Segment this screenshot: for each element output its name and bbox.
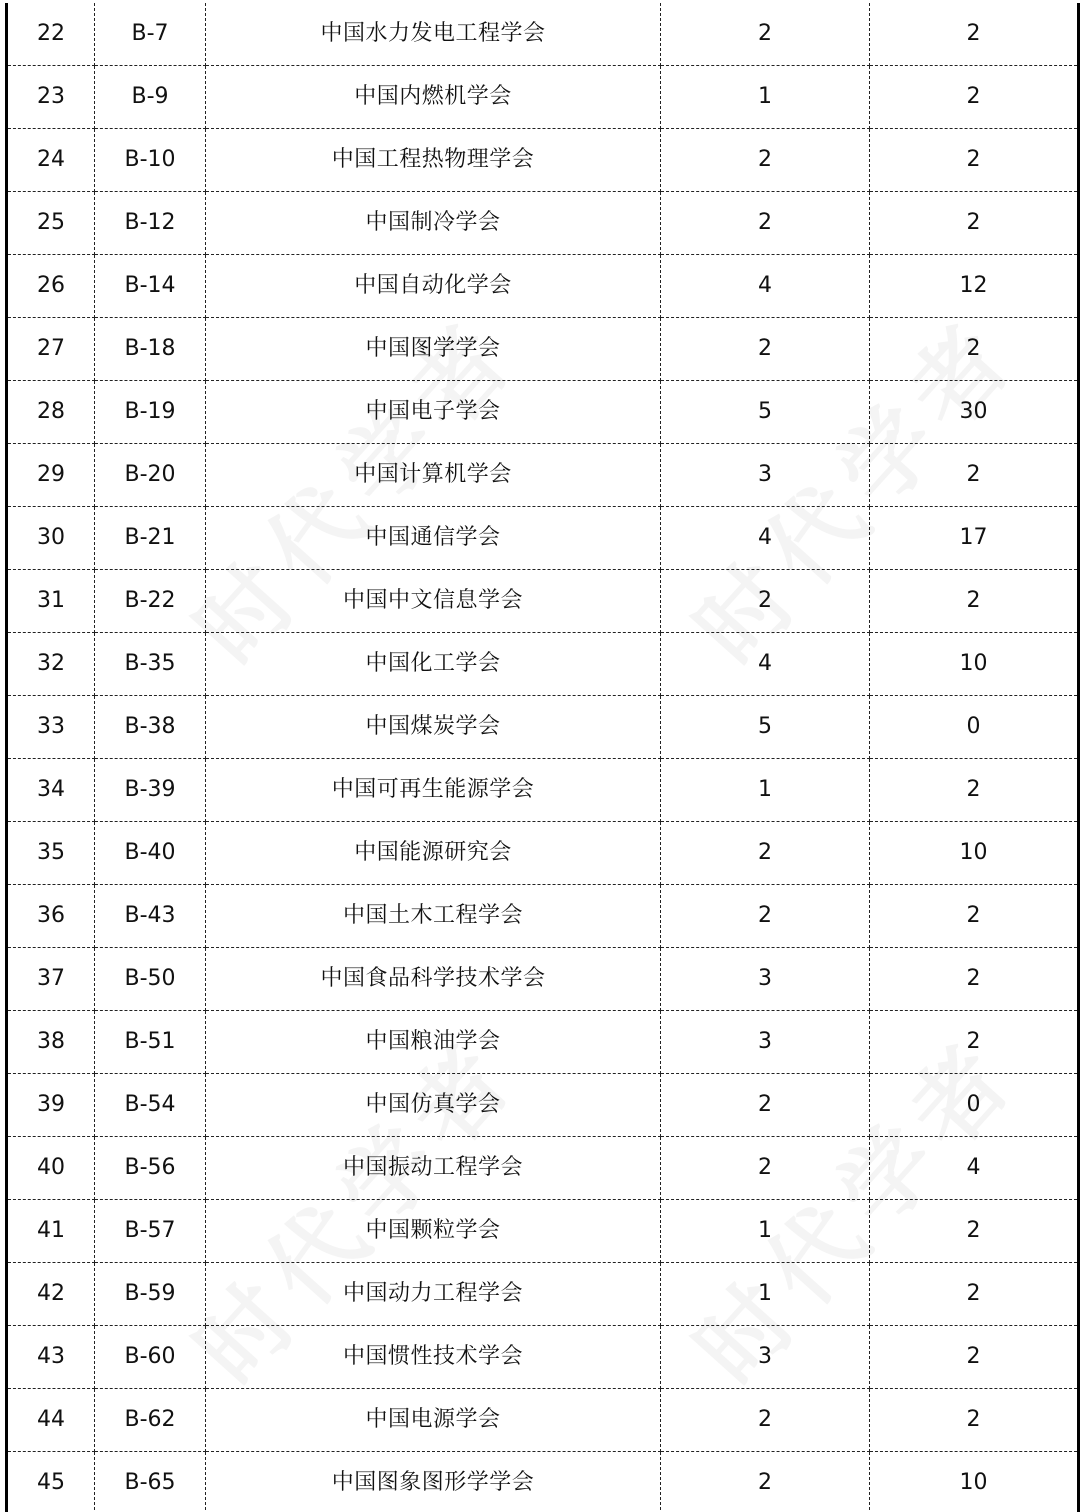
value-a-cell: 4 xyxy=(661,633,870,696)
code-cell: B-39 xyxy=(95,759,206,822)
row-index-cell: 42 xyxy=(7,1263,95,1326)
table-row xyxy=(7,948,1079,1011)
code-cell: B-21 xyxy=(95,507,206,570)
value-b-cell: 2 xyxy=(870,192,1079,255)
code-cell: B-43 xyxy=(95,885,206,948)
society-name-cell: 中国计算机学会 xyxy=(206,444,661,507)
value-a-cell: 3 xyxy=(661,444,870,507)
code-cell: B-9 xyxy=(95,66,206,129)
society-name-cell: 中国煤炭学会 xyxy=(206,696,661,759)
society-name-cell: 中国图象图形学学会 xyxy=(206,1452,661,1512)
row-index-cell: 28 xyxy=(7,381,95,444)
row-index-cell: 39 xyxy=(7,1074,95,1137)
row-index-cell: 24 xyxy=(7,129,95,192)
code-cell: B-59 xyxy=(95,1263,206,1326)
value-b-cell: 10 xyxy=(870,822,1079,885)
value-b-cell: 2 xyxy=(870,1200,1079,1263)
code-cell: B-40 xyxy=(95,822,206,885)
value-b-cell: 2 xyxy=(870,1263,1079,1326)
society-name-cell: 中国土木工程学会 xyxy=(206,885,661,948)
table-row xyxy=(7,822,1079,885)
row-index-cell: 22 xyxy=(7,3,95,66)
code-cell: B-18 xyxy=(95,318,206,381)
table-row xyxy=(7,3,1079,66)
row-index-cell: 33 xyxy=(7,696,95,759)
value-a-cell: 2 xyxy=(661,1137,870,1200)
value-a-cell: 2 xyxy=(661,885,870,948)
society-name-cell: 中国惯性技术学会 xyxy=(206,1326,661,1389)
value-b-cell: 2 xyxy=(870,759,1079,822)
society-name-cell: 中国可再生能源学会 xyxy=(206,759,661,822)
value-b-cell: 2 xyxy=(870,66,1079,129)
code-cell: B-60 xyxy=(95,1326,206,1389)
value-a-cell: 2 xyxy=(661,129,870,192)
value-b-cell: 4 xyxy=(870,1137,1079,1200)
code-cell: B-51 xyxy=(95,1011,206,1074)
value-b-cell: 2 xyxy=(870,318,1079,381)
society-name-cell: 中国水力发电工程学会 xyxy=(206,3,661,66)
row-index-cell: 38 xyxy=(7,1011,95,1074)
society-name-cell: 中国食品科学技术学会 xyxy=(206,948,661,1011)
table-row xyxy=(7,1452,1079,1512)
society-name-cell: 中国电源学会 xyxy=(206,1389,661,1452)
row-index-cell: 43 xyxy=(7,1326,95,1389)
society-name-cell: 中国通信学会 xyxy=(206,507,661,570)
value-a-cell: 4 xyxy=(661,255,870,318)
value-b-cell: 0 xyxy=(870,696,1079,759)
society-table xyxy=(5,3,1080,1512)
table-row xyxy=(7,507,1079,570)
value-b-cell: 2 xyxy=(870,570,1079,633)
code-cell: B-7 xyxy=(95,3,206,66)
value-b-cell: 0 xyxy=(870,1074,1079,1137)
table-row xyxy=(7,192,1079,255)
value-a-cell: 1 xyxy=(661,66,870,129)
table-row xyxy=(7,1263,1079,1326)
row-index-cell: 27 xyxy=(7,318,95,381)
code-cell: B-22 xyxy=(95,570,206,633)
table-row xyxy=(7,1011,1079,1074)
row-index-cell: 31 xyxy=(7,570,95,633)
society-name-cell: 中国内燃机学会 xyxy=(206,66,661,129)
table-row xyxy=(7,1137,1079,1200)
society-name-cell: 中国能源研究会 xyxy=(206,822,661,885)
table-row xyxy=(7,318,1079,381)
table-row xyxy=(7,381,1079,444)
value-b-cell: 2 xyxy=(870,1326,1079,1389)
value-a-cell: 1 xyxy=(661,1263,870,1326)
code-cell: B-14 xyxy=(95,255,206,318)
row-index-cell: 44 xyxy=(7,1389,95,1452)
row-index-cell: 29 xyxy=(7,444,95,507)
value-a-cell: 4 xyxy=(661,507,870,570)
value-b-cell: 2 xyxy=(870,1389,1079,1452)
table-body xyxy=(7,3,1079,1512)
row-index-cell: 32 xyxy=(7,633,95,696)
table-row xyxy=(7,570,1079,633)
value-b-cell: 10 xyxy=(870,633,1079,696)
society-name-cell: 中国粮油学会 xyxy=(206,1011,661,1074)
row-index-cell: 37 xyxy=(7,948,95,1011)
value-a-cell: 5 xyxy=(661,381,870,444)
code-cell: B-20 xyxy=(95,444,206,507)
value-b-cell: 10 xyxy=(870,1452,1079,1512)
row-index-cell: 30 xyxy=(7,507,95,570)
value-b-cell: 30 xyxy=(870,381,1079,444)
society-name-cell: 中国自动化学会 xyxy=(206,255,661,318)
value-b-cell: 12 xyxy=(870,255,1079,318)
table-row xyxy=(7,759,1079,822)
society-name-cell: 中国图学学会 xyxy=(206,318,661,381)
table-row xyxy=(7,885,1079,948)
code-cell: B-10 xyxy=(95,129,206,192)
table-row xyxy=(7,129,1079,192)
code-cell: B-38 xyxy=(95,696,206,759)
code-cell: B-19 xyxy=(95,381,206,444)
value-a-cell: 1 xyxy=(661,759,870,822)
value-a-cell: 2 xyxy=(661,822,870,885)
table-row xyxy=(7,633,1079,696)
row-index-cell: 26 xyxy=(7,255,95,318)
value-b-cell: 2 xyxy=(870,948,1079,1011)
value-a-cell: 2 xyxy=(661,318,870,381)
table-row xyxy=(7,1326,1079,1389)
table-row xyxy=(7,444,1079,507)
value-b-cell: 2 xyxy=(870,3,1079,66)
row-index-cell: 36 xyxy=(7,885,95,948)
table-row xyxy=(7,1074,1079,1137)
value-a-cell: 3 xyxy=(661,1326,870,1389)
value-a-cell: 2 xyxy=(661,1389,870,1452)
code-cell: B-50 xyxy=(95,948,206,1011)
table-row xyxy=(7,1389,1079,1452)
value-b-cell: 2 xyxy=(870,444,1079,507)
value-a-cell: 3 xyxy=(661,1011,870,1074)
society-name-cell: 中国动力工程学会 xyxy=(206,1263,661,1326)
code-cell: B-12 xyxy=(95,192,206,255)
row-index-cell: 45 xyxy=(7,1452,95,1512)
table-row xyxy=(7,66,1079,129)
value-a-cell: 2 xyxy=(661,1452,870,1512)
society-name-cell: 中国化工学会 xyxy=(206,633,661,696)
value-b-cell: 2 xyxy=(870,885,1079,948)
society-name-cell: 中国仿真学会 xyxy=(206,1074,661,1137)
value-b-cell: 17 xyxy=(870,507,1079,570)
code-cell: B-57 xyxy=(95,1200,206,1263)
society-name-cell: 中国制冷学会 xyxy=(206,192,661,255)
row-index-cell: 25 xyxy=(7,192,95,255)
value-a-cell: 3 xyxy=(661,948,870,1011)
row-index-cell: 35 xyxy=(7,822,95,885)
value-b-cell: 2 xyxy=(870,129,1079,192)
row-index-cell: 23 xyxy=(7,66,95,129)
society-name-cell: 中国振动工程学会 xyxy=(206,1137,661,1200)
table-row xyxy=(7,255,1079,318)
row-index-cell: 41 xyxy=(7,1200,95,1263)
code-cell: B-65 xyxy=(95,1452,206,1512)
value-a-cell: 2 xyxy=(661,3,870,66)
value-a-cell: 1 xyxy=(661,1200,870,1263)
society-name-cell: 中国颗粒学会 xyxy=(206,1200,661,1263)
society-name-cell: 中国工程热物理学会 xyxy=(206,129,661,192)
row-index-cell: 40 xyxy=(7,1137,95,1200)
code-cell: B-54 xyxy=(95,1074,206,1137)
value-b-cell: 2 xyxy=(870,1011,1079,1074)
society-name-cell: 中国电子学会 xyxy=(206,381,661,444)
table-row xyxy=(7,696,1079,759)
row-index-cell: 34 xyxy=(7,759,95,822)
value-a-cell: 2 xyxy=(661,570,870,633)
code-cell: B-56 xyxy=(95,1137,206,1200)
society-name-cell: 中国中文信息学会 xyxy=(206,570,661,633)
value-a-cell: 2 xyxy=(661,192,870,255)
code-cell: B-35 xyxy=(95,633,206,696)
value-a-cell: 2 xyxy=(661,1074,870,1137)
table-row xyxy=(7,1200,1079,1263)
value-a-cell: 5 xyxy=(661,696,870,759)
code-cell: B-62 xyxy=(95,1389,206,1452)
